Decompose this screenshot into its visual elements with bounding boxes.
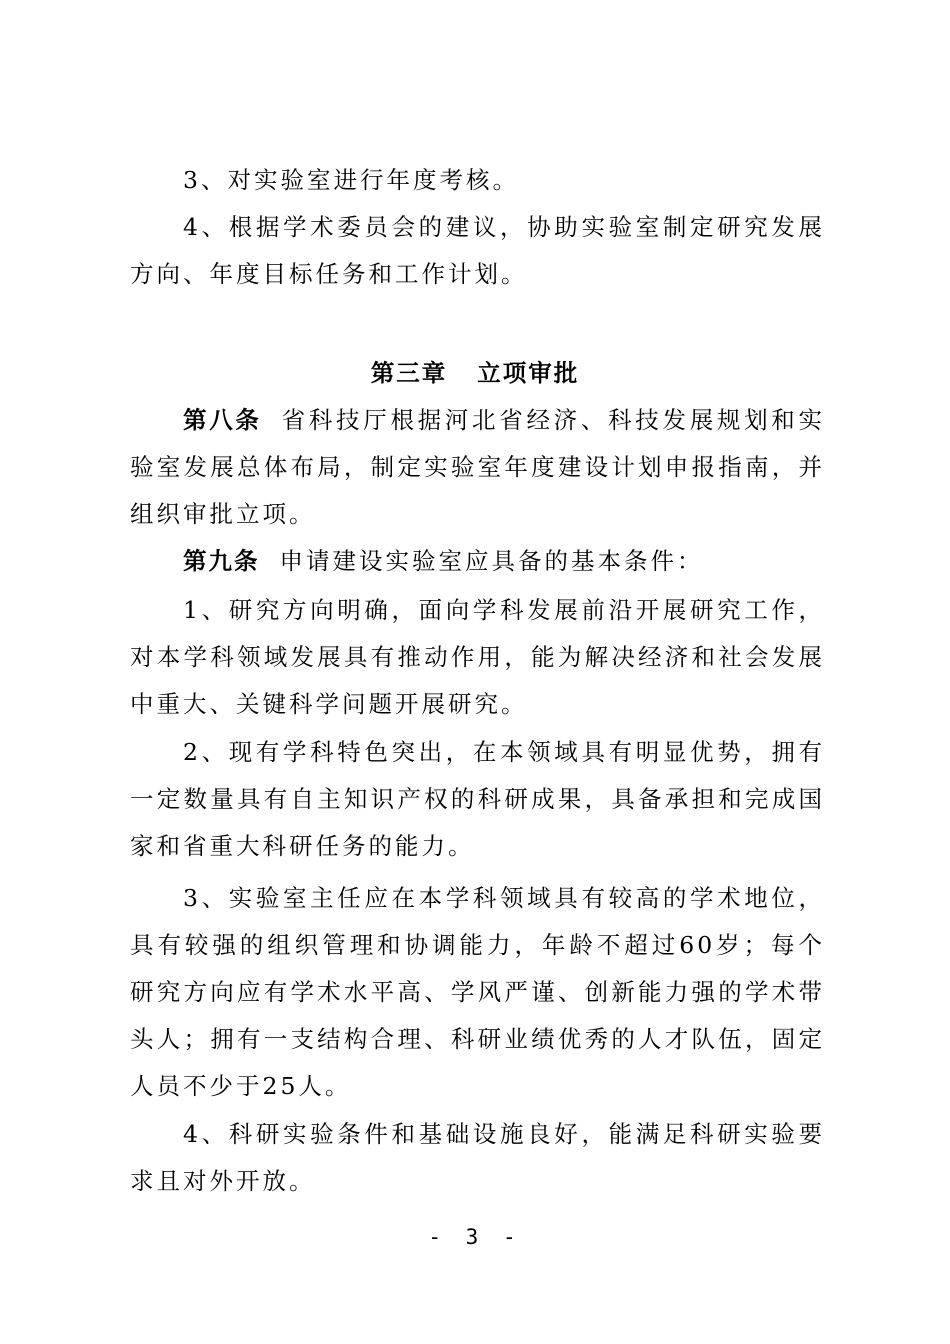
article-8 xyxy=(130,397,825,538)
article-9-label: 第九条 xyxy=(183,547,260,575)
article-9 xyxy=(130,538,825,585)
paragraph-text: 3、实验室主任应在本学科领域具有较高的学术地位，具有较强的组织管理和协调能力，年龄不超过60岁；每个研究方向应有学术水平高、学风严谨、创新能力强的学术带头人；拥有一支结构合理、科研业绩优秀的人才队伍，固定人员不少于25人。 xyxy=(130,884,825,1100)
article-8-text: 省科技厅根据河北省经济、科技发展规划和实验室发展总体布局，制定实验室年度建设计划申报指南，并组织审批立项。 xyxy=(130,406,826,528)
condition-3 xyxy=(130,875,825,1110)
paragraph-text: 4、根据学术委员会的建议，协助实验室制定研究发展方向、年度目标任务和工作计划。 xyxy=(130,213,825,288)
chapter-title: 立项审批 xyxy=(477,359,580,387)
condition-4 xyxy=(130,1111,825,1205)
paragraph-text: 3、对实验室进行年度考核。 xyxy=(183,166,519,194)
paragraph-text: 1、研究方向明确，面向学科发展前沿开展研究工作，对本学科领域发展具有推动作用，能为解决经济和社会发展中重大、关键科学问题开展研究。 xyxy=(130,596,825,718)
chapter-number: 第三章 xyxy=(370,359,448,387)
condition-2 xyxy=(130,729,825,870)
paragraph-text: 2、现有学科特色突出，在本领域具有明显优势，拥有一定数量具有自主知识产权的科研成果，具备承担和完成国家和省重大科研任务的能力。 xyxy=(130,738,825,860)
condition-1 xyxy=(130,587,825,728)
article-9-text: 申请建设实验室应具备的基本条件： xyxy=(279,547,704,575)
article-8-label: 第八条 xyxy=(183,406,262,434)
chapter-heading xyxy=(0,350,950,397)
page-number: - 3 - xyxy=(428,1225,522,1249)
paragraph-item-4-direction xyxy=(130,204,825,298)
paragraph-text: 4、科研实验条件和基础设施良好，能满足科研实验要求且对外开放。 xyxy=(130,1120,825,1195)
paragraph-item-3-annual-assessment xyxy=(130,157,825,204)
